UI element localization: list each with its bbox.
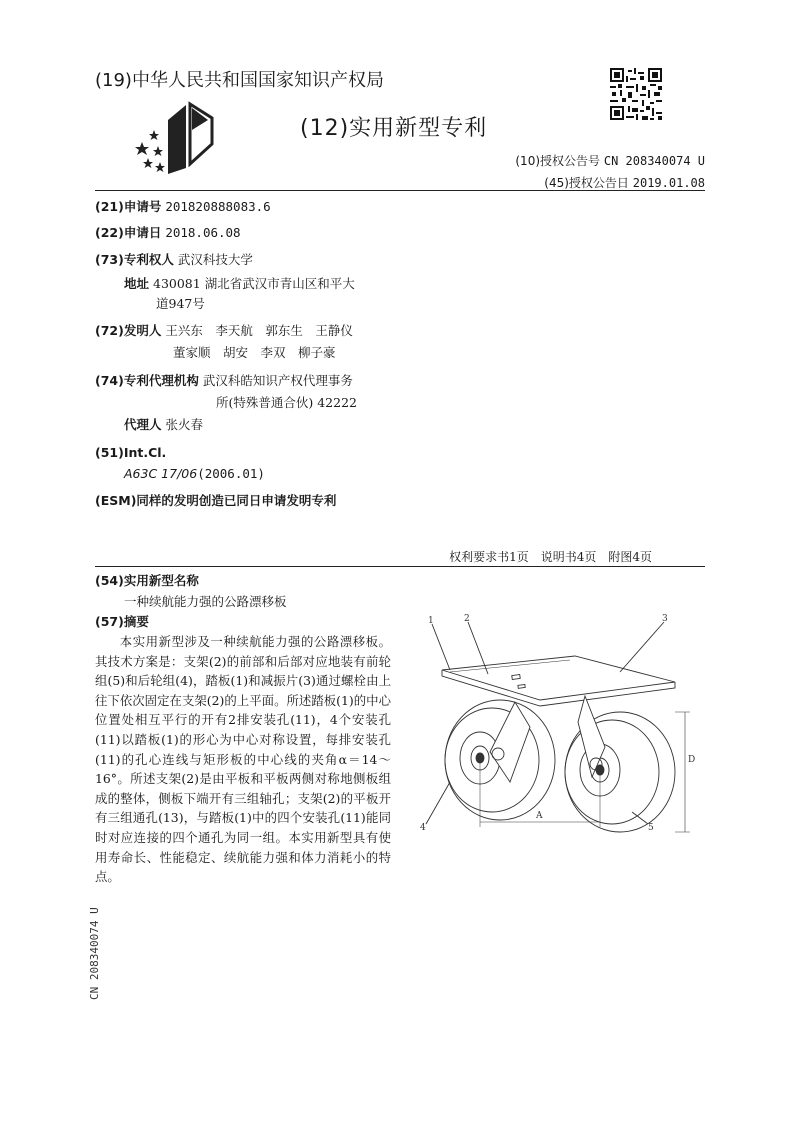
app-number-label: (21)申请号	[95, 199, 162, 214]
ipc-code: A63C 17/06	[124, 466, 198, 481]
address-line2: 道947号	[156, 296, 205, 311]
agent-row	[124, 415, 203, 435]
esm-note: (ESM)同样的发明创造已同日申请发明专利	[95, 493, 337, 508]
figure-dimension-D: D	[688, 755, 696, 765]
office-name: (19)中华人民共和国国家知识产权局	[95, 70, 384, 91]
agency-line1: 武汉科皓知识产权代理事务	[202, 373, 353, 388]
pub-date: 2019.01.08	[632, 176, 705, 190]
inventors-line2: 董家顺 胡安 李双 柳子豪	[173, 345, 336, 360]
title-label: (54)实用新型名称	[95, 573, 199, 588]
patentee: 武汉科技大学	[177, 252, 253, 267]
figure-label-4: 4	[420, 823, 426, 833]
address-label: 地址	[124, 276, 150, 291]
header-rule	[95, 190, 705, 191]
figure-label-2: 2	[464, 614, 470, 624]
inventors-line1: 王兴东 李天航 郭东生 王静仪	[165, 323, 353, 338]
figure-label-5: 5	[648, 823, 654, 833]
drift-board-figure	[420, 612, 700, 837]
figure-label-3: 3	[662, 614, 668, 624]
pub-number: CN 208340074 U	[603, 154, 705, 168]
ipc-version: (2006.01)	[197, 466, 265, 481]
patentee-row	[95, 250, 253, 270]
app-date-row	[95, 223, 241, 243]
agency-line2: 所(特殊普通合伙) 42222	[216, 395, 357, 410]
agency-row	[95, 371, 353, 391]
address-row	[124, 274, 355, 294]
patentee-label: (73)专利权人	[95, 252, 174, 267]
app-date: 2018.06.08	[165, 225, 241, 240]
abstract-label: (57)摘要	[95, 614, 149, 629]
ipc-row	[124, 464, 265, 484]
section-rule	[95, 566, 705, 567]
pub-date-label: (45)授权公告日	[544, 176, 629, 190]
utility-title: 一种续航能力强的公路漂移板	[124, 594, 287, 609]
agency-label: (74)专利代理机构	[95, 373, 199, 388]
pub-number-label: (10)授权公告号	[515, 154, 601, 168]
address-line1: 430081 湖北省武汉市青山区和平大	[153, 276, 355, 291]
inventors-row	[95, 321, 353, 341]
inventors-label: (72)发明人	[95, 323, 162, 338]
qr-code	[610, 68, 662, 120]
ipc-label: (51)Int.Cl.	[95, 445, 167, 460]
patent-type: (12)实用新型专利	[300, 116, 488, 141]
side-patent-code: CN 208340074 U	[88, 907, 101, 1000]
app-number-row	[95, 197, 271, 217]
app-date-label: (22)申请日	[95, 225, 162, 240]
cnipa-logo	[130, 100, 220, 175]
pub-date-line	[544, 174, 705, 191]
app-number: 201820888083.6	[165, 199, 271, 214]
figure-label-1: 1	[428, 616, 434, 626]
abstract-text: 本实用新型涉及一种续航能力强的公路漂移板。其技术方案是：支架(2)的前部和后部对应地装有前轮组(5)和后轮组(4)，踏板(1)和减振片(3)通过螺栓由上往下依次固定在支架(2)的上平面。所述踏板(1)的中心位置处相互平行的开有2排安装孔(11)，4个安装孔(11)以踏板(1)的形心为中心对称设置，每排安装孔(11)的孔心连线与矩形板的中心线的夹角α＝14～16°。所述支架(2)是由平板和平板两侧对称地侧板组成的整体，侧板下端开有三组轴孔；支架(2)的平板开有三组通孔(13)，与踏板(1)中的四个安装孔(11)能同时对应连接的四个通孔为同一组。本实用新型具有使用寿命长、性能稳定、续航能力强和体力消耗小的特点。	[95, 634, 391, 885]
pub-number-line	[515, 152, 705, 169]
figure-dimension-A: A	[536, 811, 543, 821]
agent: 张火春	[165, 417, 204, 432]
agent-label: 代理人	[124, 417, 162, 432]
page-counts: 权利要求书1页 说明书4页 附图4页	[449, 550, 652, 564]
